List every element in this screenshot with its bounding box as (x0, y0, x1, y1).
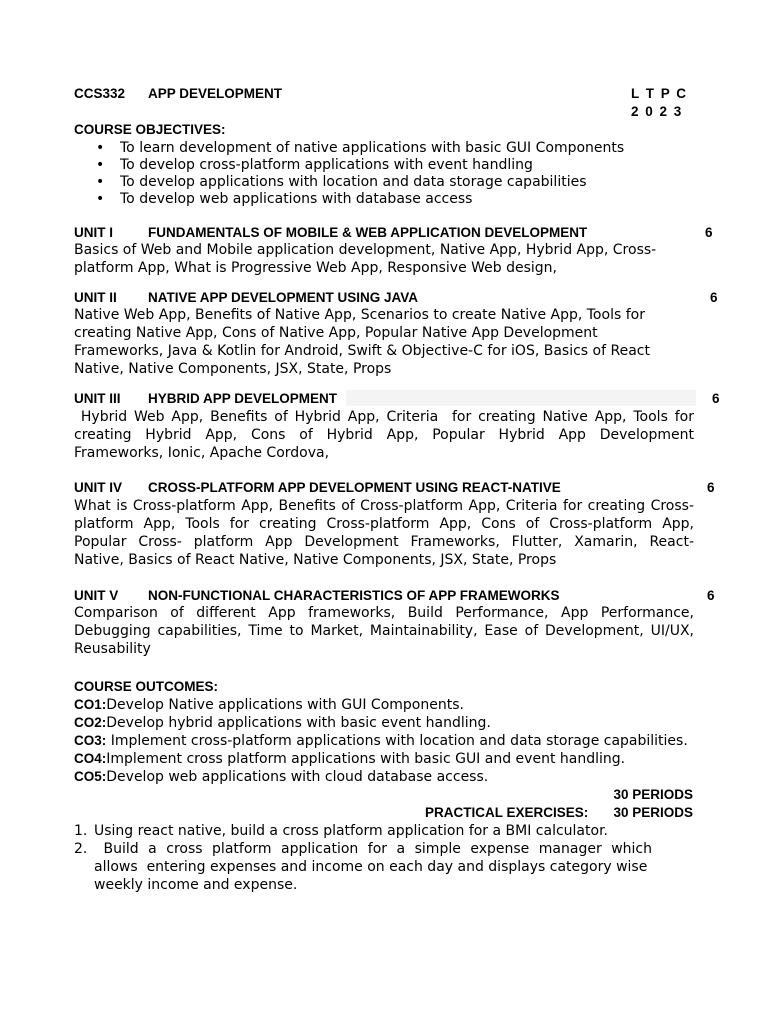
outcome-item (74, 768, 488, 786)
course-code: CCS332 (74, 86, 126, 101)
unit-line: creating Native App, Cons of Native App, Popular Native App Development (74, 325, 598, 341)
unit-line: Frameworks, Java & Kotlin for Android, Swift & Objective-C for iOS, Basics of React (74, 343, 650, 359)
bullet-icon: • (96, 140, 105, 156)
unit-line: Comparison of different App frameworks, Build Performance, App Performance, (74, 605, 694, 621)
practical-number: 2. (74, 841, 88, 857)
unit-line: platform App, What is Progressive Web App, Responsive Web design, (74, 260, 557, 276)
bullet-icon: • (96, 191, 105, 207)
ltpc-values: 2 0 2 3 (631, 104, 683, 119)
outcome-text: Develop web applications with cloud database access. (106, 769, 489, 785)
ltpc-label: L T P C (631, 86, 688, 101)
unit-line: Hybrid Web App, Benefits of Hybrid App, Criteria for creating Native App, Tools for (74, 409, 694, 425)
practical-number: 1. (74, 823, 88, 839)
unit-title: FUNDAMENTALS OF MOBILE & WEB APPLICATION DEVELOPMENT (148, 225, 588, 240)
outcome-item (74, 750, 625, 768)
unit-description (74, 497, 694, 569)
unit-code: UNIT IV (74, 480, 123, 495)
unit-code: UNIT I (74, 225, 113, 240)
objective-item: To learn development of native applications with basic GUI Components (120, 140, 625, 156)
unit-line: Native, Basics of React Native, Native Components, JSX, State, Props (74, 552, 557, 568)
unit-code: UNIT V (74, 588, 119, 603)
unit-line: platform App, Tools for creating Cross-platform App, Cons of Cross-platform App, (74, 516, 694, 532)
unit-description (74, 306, 694, 378)
practical-text-block (94, 840, 652, 894)
bullet-icon: • (96, 174, 105, 190)
unit-line: creating Hybrid App, Cons of Hybrid App, Popular Hybrid App Development (74, 427, 694, 443)
unit-title: NATIVE APP DEVELOPMENT USING JAVA (148, 290, 419, 305)
unit-description (74, 408, 694, 462)
unit-hours: 6 (705, 225, 713, 240)
practical-label: PRACTICAL EXERCISES: (425, 805, 589, 820)
outcome-item (74, 696, 464, 714)
unit-line: Debugging capabilities, Time to Market, Maintainability, Ease of Development, UI/UX, (74, 623, 694, 639)
unit-hours: 6 (707, 588, 715, 603)
objective-item: To develop web applications with database access (120, 191, 473, 207)
outcome-text: Implement cross platform applications with basic GUI and event handling. (106, 751, 626, 767)
practical-line: weekly income and expense. (94, 877, 298, 893)
unit-line: Frameworks, Ionic, Apache Cordova, (74, 445, 330, 461)
objective-item: To develop applications with location and data storage capabilities (120, 174, 587, 190)
objectives-heading: COURSE OBJECTIVES: (74, 122, 226, 137)
unit-title: CROSS-PLATFORM APP DEVELOPMENT USING REACT-NATIVE (148, 480, 561, 495)
outcomes-heading: COURSE OUTCOMES: (74, 679, 219, 694)
unit-description (74, 604, 694, 658)
outcome-code: CO4: (74, 751, 107, 766)
practical-line: allows entering expenses and income on each day and displays category wise (94, 859, 648, 875)
highlight-band (346, 390, 696, 406)
unit-hours: 6 (710, 290, 718, 305)
outcome-text: Develop Native applications with GUI Components. (106, 697, 464, 713)
outcome-code: CO1: (74, 697, 107, 712)
outcome-code: CO2: (74, 715, 107, 730)
unit-line: Native Web App, Benefits of Native App, Scenarios to create Native App, Tools for (74, 307, 645, 323)
unit-title: HYBRID APP DEVELOPMENT (148, 391, 338, 406)
unit-line: Basics of Web and Mobile application development, Native App, Hybrid App, Cross- (74, 242, 657, 258)
unit-description (74, 241, 694, 277)
unit-code: UNIT III (74, 391, 121, 406)
outcome-text: Develop hybrid applications with basic event handling. (106, 715, 491, 731)
outcome-item (74, 714, 491, 732)
course-title: APP DEVELOPMENT (148, 86, 283, 101)
unit-line: Popular Cross- platform App Development Frameworks, Flutter, Xamarin, React- (74, 534, 694, 550)
outcome-item (74, 732, 688, 750)
unit-line: What is Cross-platform App, Benefits of Cross-platform App, Criteria for creating Cross- (74, 498, 694, 514)
practical-text: Using react native, build a cross platform application for a BMI calculator. (94, 823, 608, 839)
bullet-icon: • (96, 157, 105, 173)
practical-periods: 30 PERIODS (613, 805, 693, 820)
outcome-code: CO5: (74, 769, 107, 784)
total-periods: 30 PERIODS (613, 787, 693, 802)
unit-line: Reusability (74, 641, 151, 657)
practical-line: Build a cross platform application for a simple expense manager which (94, 841, 652, 857)
outcome-text: Implement cross-platform applications with location and data storage capabilities. (106, 733, 688, 749)
unit-hours: 6 (707, 480, 715, 495)
unit-line: Native, Native Components, JSX, State, Props (74, 361, 392, 377)
unit-hours: 6 (712, 391, 720, 406)
unit-code: UNIT II (74, 290, 117, 305)
unit-title: NON-FUNCTIONAL CHARACTERISTICS OF APP FRAMEWORKS (148, 588, 560, 603)
objective-item: To develop cross-platform applications with event handling (120, 157, 533, 173)
outcome-code: CO3: (74, 733, 107, 748)
